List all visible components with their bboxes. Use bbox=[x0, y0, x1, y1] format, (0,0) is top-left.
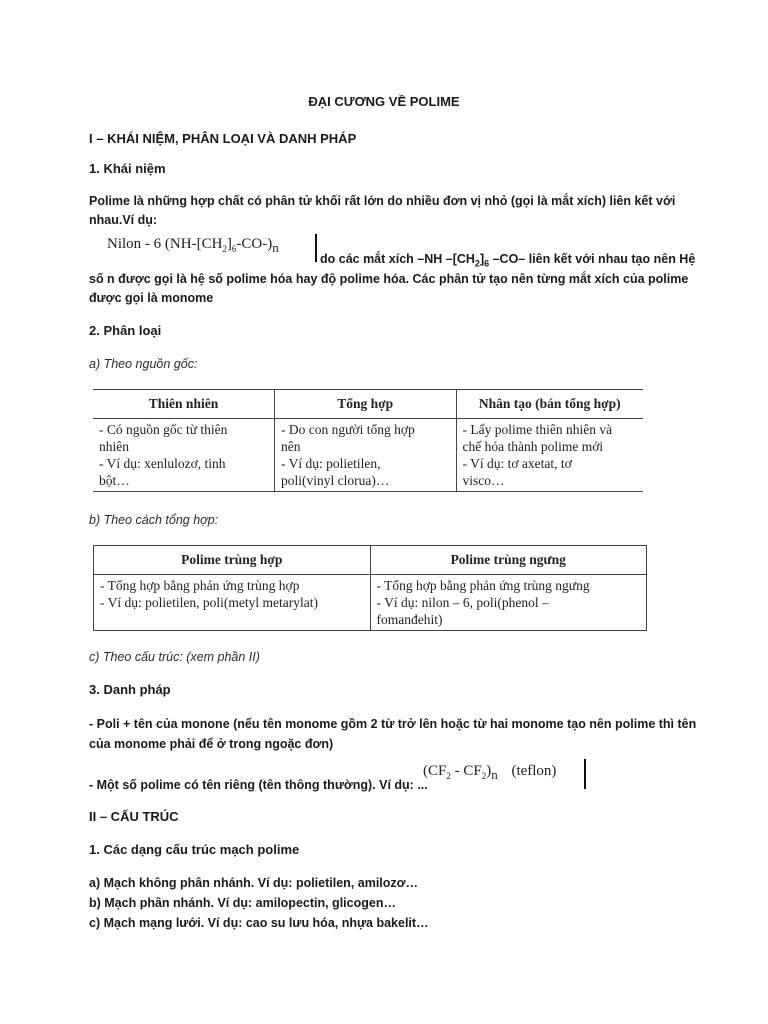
synthesis-header-condensation: Polime trùng ngưng bbox=[370, 546, 647, 575]
page-title: ĐẠI CƯƠNG VỀ POLIME bbox=[308, 94, 460, 109]
concept-paragraph-line-3: do các mắt xích –NH $-[CH_2]_6$ –CO– liên kết với nhau tạo nên Hệ bbox=[320, 252, 696, 269]
teflon-formula: $(CF_2 - CF_2)_n$ (teflon) bbox=[423, 763, 557, 782]
origin-cell-synthetic: - Do con người tổng hợp nên - Ví dụ: polietilen, poli(vinyl clorua)… bbox=[275, 419, 457, 492]
nylon-6-formula: Nilon - 6 $(NH-[CH_2]_6-CO-)_n$ bbox=[107, 236, 279, 255]
section-1-heading: I – KHÁI NIỆM, PHÂN LOẠI VÀ DANH PHÁP bbox=[89, 131, 357, 146]
origin-header-synthetic: Tổng hợp bbox=[275, 390, 457, 419]
synthesis-table bbox=[93, 545, 647, 631]
structure-item-branched: b) Mạch phân nhánh. Ví dụ: amilopectin, glicogen… bbox=[89, 896, 396, 910]
formula-open-paren: ( bbox=[164, 236, 170, 252]
teflon-open-paren: ( bbox=[423, 763, 428, 779]
naming-heading: 3. Danh pháp bbox=[89, 682, 171, 697]
naming-line-2: của monome phải để ở trong ngoặc đơn) bbox=[89, 737, 334, 751]
origin-header-natural: Thiên nhiên bbox=[93, 390, 275, 419]
formula-close-paren: ) bbox=[267, 236, 273, 252]
classification-heading: 2. Phân loại bbox=[89, 323, 162, 338]
concept-paragraph-line-5: được gọi là monome bbox=[89, 291, 214, 305]
teflon-name: (teflon) bbox=[511, 763, 557, 779]
structure-item-linear: a) Mạch không phân nhánh. Ví dụ: polietilen, amilozơ… bbox=[89, 876, 419, 890]
formula-cursor-bar bbox=[315, 234, 317, 262]
origin-cell-semisynthetic: - Lấy polime thiên nhiên và chế hóa thành polime mới - Ví dụ: tơ axetat, tơ visco… bbox=[456, 419, 643, 492]
structure-label: c) Theo cấu trúc: (xem phần II) bbox=[89, 650, 260, 664]
naming-line-1: - Poli + tên của monone (nếu tên monome gồm 2 từ trở lên hoặc từ hai monome tạo nên polime thì tên bbox=[89, 717, 697, 731]
structure-types-heading: 1. Các dạng cấu trúc mạch polime bbox=[89, 842, 300, 857]
teflon-close-paren: ) bbox=[486, 763, 492, 779]
concept-heading: 1. Khái niệm bbox=[89, 161, 166, 176]
structure-item-network: c) Mạch mạng lưới. Ví dụ: cao su lưu hóa, nhựa bakelit… bbox=[89, 916, 429, 930]
concept-paragraph-line-1: Polime là những hợp chất có phân tử khối rất lớn do nhiều đơn vị nhỏ (gọi là mắt xích) liên kết với bbox=[89, 194, 676, 208]
naming-line-3: - Một số polime có tên riêng (tên thông thường). Ví dụ: ... bbox=[89, 778, 428, 792]
synthesis-cell-condensation: - Tổng hợp bằng phản ứng trùng ngưng - Ví dụ: nilon – 6, poli(phenol – fomanđehit) bbox=[370, 575, 647, 631]
origin-header-semisynthetic: Nhân tạo (bán tổng hợp) bbox=[456, 390, 643, 419]
origin-label: a) Theo nguồn gốc: bbox=[89, 357, 198, 371]
origin-cell-natural: - Có nguồn gốc từ thiên nhiên - Ví dụ: xenlulozơ, tinh bột… bbox=[93, 419, 275, 492]
concept-paragraph-line-2: nhau.Ví dụ: bbox=[89, 213, 158, 227]
concept-paragraph-line-4: số n được gọi là hệ số polime hóa hay độ polime hóa. Các phân tử tạo nên từng mắt xích của polime bbox=[89, 272, 689, 286]
synthesis-label: b) Theo cách tổng hợp: bbox=[89, 513, 219, 527]
synthesis-header-addition: Polime trùng hợp bbox=[94, 546, 371, 575]
origin-table bbox=[93, 389, 643, 492]
section-2-heading: II – CẤU TRÚC bbox=[89, 809, 179, 824]
synthesis-cell-addition: - Tổng hợp bằng phản ứng trùng hợp - Ví dụ: polietilen, poli(metyl metarylat) bbox=[94, 575, 371, 631]
teflon-cursor-bar bbox=[584, 759, 586, 789]
